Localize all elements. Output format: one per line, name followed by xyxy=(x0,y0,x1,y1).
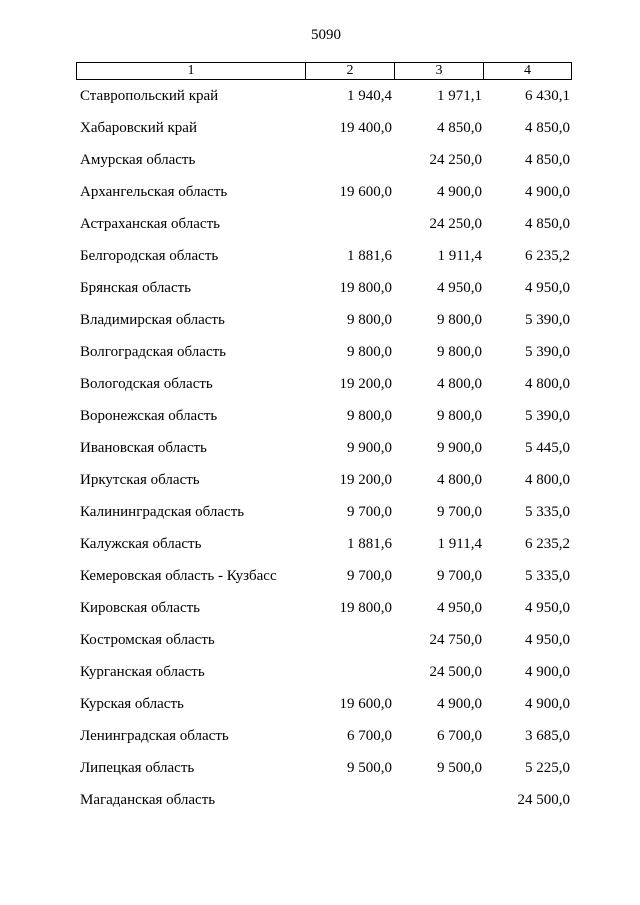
region-name: Кировская область xyxy=(80,600,201,616)
region-name: Ленинградская область xyxy=(80,728,229,744)
region-name: Магаданская область xyxy=(80,792,216,808)
region-name: Вологодская область xyxy=(80,376,213,392)
table-row xyxy=(0,212,640,244)
region-name: Волгоградская область xyxy=(80,344,226,360)
region-name: Астраханская область xyxy=(80,216,220,232)
cell-column-3: 9 900,0 xyxy=(437,440,482,456)
table-row xyxy=(0,276,640,308)
table-row xyxy=(0,180,640,212)
region-name: Костромская область xyxy=(80,632,215,648)
table-row xyxy=(0,372,640,404)
cell-column-2: 9 900,0 xyxy=(347,440,392,456)
cell-column-2: 9 500,0 xyxy=(347,760,392,776)
cell-column-4: 24 500,0 xyxy=(517,792,570,808)
cell-column-3: 24 500,0 xyxy=(429,664,482,680)
cell-column-2: 19 600,0 xyxy=(339,184,392,200)
table-body xyxy=(0,84,640,820)
cell-column-3: 9 500,0 xyxy=(437,760,482,776)
table-row xyxy=(0,564,640,596)
cell-column-4: 4 800,0 xyxy=(525,472,570,488)
column-header-4: 4 xyxy=(483,62,572,80)
column-header-1: 1 xyxy=(76,62,306,80)
cell-column-3: 4 800,0 xyxy=(437,376,482,392)
table-row xyxy=(0,148,640,180)
region-name: Курганская область xyxy=(80,664,205,680)
cell-column-3: 9 700,0 xyxy=(437,568,482,584)
region-name: Калужская область xyxy=(80,536,202,552)
table-row xyxy=(0,756,640,788)
cell-column-2: 19 400,0 xyxy=(339,120,392,136)
cell-column-3: 4 950,0 xyxy=(437,280,482,296)
cell-column-2: 6 700,0 xyxy=(347,728,392,744)
table-row xyxy=(0,84,640,116)
cell-column-3: 24 250,0 xyxy=(429,152,482,168)
cell-column-4: 4 950,0 xyxy=(525,600,570,616)
cell-column-3: 24 250,0 xyxy=(429,216,482,232)
table-row xyxy=(0,468,640,500)
region-name: Липецкая область xyxy=(80,760,195,776)
cell-column-4: 4 850,0 xyxy=(525,152,570,168)
cell-column-4: 4 800,0 xyxy=(525,376,570,392)
cell-column-4: 6 235,2 xyxy=(525,536,570,552)
region-name: Воронежская область xyxy=(80,408,218,424)
region-name: Владимирская область xyxy=(80,312,225,328)
cell-column-2: 1 940,4 xyxy=(347,88,392,104)
region-name: Белгородская область xyxy=(80,248,219,264)
table-row xyxy=(0,788,640,820)
cell-column-2: 19 800,0 xyxy=(339,600,392,616)
cell-column-4: 6 430,1 xyxy=(525,88,570,104)
cell-column-3: 24 750,0 xyxy=(429,632,482,648)
cell-column-4: 4 950,0 xyxy=(525,280,570,296)
cell-column-4: 4 900,0 xyxy=(525,664,570,680)
cell-column-2: 1 881,6 xyxy=(347,536,392,552)
cell-column-2: 19 200,0 xyxy=(339,376,392,392)
cell-column-4: 5 390,0 xyxy=(525,312,570,328)
cell-column-3: 9 800,0 xyxy=(437,408,482,424)
cell-column-2: 19 600,0 xyxy=(339,696,392,712)
region-name: Брянская область xyxy=(80,280,192,296)
cell-column-4: 4 950,0 xyxy=(525,632,570,648)
cell-column-3: 4 900,0 xyxy=(437,696,482,712)
cell-column-3: 9 800,0 xyxy=(437,344,482,360)
cell-column-3: 4 900,0 xyxy=(437,184,482,200)
cell-column-2: 19 800,0 xyxy=(339,280,392,296)
cell-column-4: 5 335,0 xyxy=(525,568,570,584)
cell-column-4: 4 900,0 xyxy=(525,184,570,200)
region-name: Курская область xyxy=(80,696,184,712)
cell-column-3: 4 800,0 xyxy=(437,472,482,488)
cell-column-3: 1 971,1 xyxy=(437,88,482,104)
table-row xyxy=(0,436,640,468)
region-name: Ивановская область xyxy=(80,440,207,456)
region-name: Амурская область xyxy=(80,152,196,168)
region-name: Ставропольский край xyxy=(80,88,219,104)
table-header xyxy=(76,62,572,80)
cell-column-3: 4 850,0 xyxy=(437,120,482,136)
cell-column-2: 9 700,0 xyxy=(347,568,392,584)
cell-column-2: 9 800,0 xyxy=(347,312,392,328)
table-row xyxy=(0,532,640,564)
table-row xyxy=(0,628,640,660)
table-row xyxy=(0,500,640,532)
cell-column-2: 9 800,0 xyxy=(347,408,392,424)
cell-column-4: 4 900,0 xyxy=(525,696,570,712)
cell-column-4: 5 390,0 xyxy=(525,344,570,360)
cell-column-4: 5 335,0 xyxy=(525,504,570,520)
cell-column-2: 9 800,0 xyxy=(347,344,392,360)
table-row xyxy=(0,404,640,436)
cell-column-4: 3 685,0 xyxy=(525,728,570,744)
cell-column-4: 6 235,2 xyxy=(525,248,570,264)
column-header-3: 3 xyxy=(394,62,484,80)
cell-column-3: 9 700,0 xyxy=(437,504,482,520)
cell-column-3: 1 911,4 xyxy=(437,536,482,552)
cell-column-3: 6 700,0 xyxy=(437,728,482,744)
cell-column-2: 1 881,6 xyxy=(347,248,392,264)
table-row xyxy=(0,724,640,756)
cell-column-4: 5 445,0 xyxy=(525,440,570,456)
cell-column-4: 5 390,0 xyxy=(525,408,570,424)
region-name: Калининградская область xyxy=(80,504,245,520)
cell-column-2: 9 700,0 xyxy=(347,504,392,520)
table-row xyxy=(0,660,640,692)
column-header-2: 2 xyxy=(305,62,395,80)
table-row xyxy=(0,244,640,276)
region-name: Иркутская область xyxy=(80,472,200,488)
cell-column-4: 4 850,0 xyxy=(525,120,570,136)
cell-column-3: 4 950,0 xyxy=(437,600,482,616)
table-row xyxy=(0,308,640,340)
region-name: Хабаровский край xyxy=(80,120,197,136)
region-name: Кемеровская область - Кузбасс xyxy=(80,568,277,584)
page-number: 5090 xyxy=(311,27,341,43)
cell-column-2: 19 200,0 xyxy=(339,472,392,488)
table-row xyxy=(0,596,640,628)
cell-column-4: 5 225,0 xyxy=(525,760,570,776)
table-row xyxy=(0,340,640,372)
cell-column-4: 4 850,0 xyxy=(525,216,570,232)
region-name: Архангельская область xyxy=(80,184,228,200)
cell-column-3: 9 800,0 xyxy=(437,312,482,328)
table-row xyxy=(0,116,640,148)
cell-column-3: 1 911,4 xyxy=(437,248,482,264)
table-row xyxy=(0,692,640,724)
